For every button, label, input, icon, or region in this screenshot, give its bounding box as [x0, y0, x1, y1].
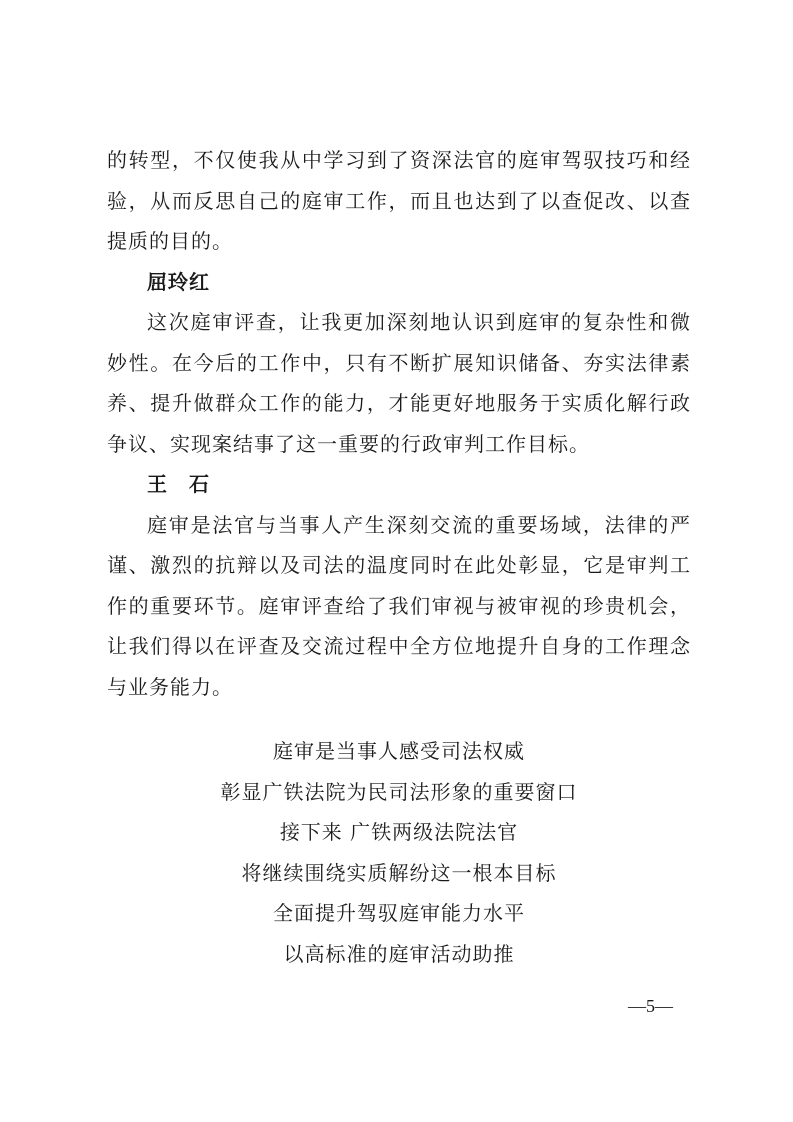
closing-line: 庭审是当事人感受司法权威: [273, 739, 525, 763]
closing-lines: [107, 731, 691, 974]
section-paragraph-2: 庭审是法官与当事人产生深刻交流的重要场域，法律的严谨、激烈的抗辩以及司法的温度同时在此处彰显，它是审判工作的重要环节。庭审评查给了我们审视与被审视的珍贵机会，让我们得以在评查及交流过程中全方位地提升自身的工作理念与业务能力。: [107, 512, 691, 699]
closing-line: 全面提升驾驭庭审能力水平: [273, 901, 525, 925]
closing-line: 以高标准的庭审活动助推: [283, 941, 515, 966]
closing-line: 彰显广铁法院为民司法形象的重要窗口: [220, 779, 578, 804]
intro-paragraph: 的转型，不仅使我从中学习到了资深法官的庭审驾驭技巧和经验，从而反思自己的庭审工作，而且也达到了以查促改、以查提质的目的。: [107, 148, 691, 253]
body-text: [107, 140, 691, 707]
section-paragraph-1: 这次庭审评查，让我更加深刻地认识到庭审的复杂性和微妙性。在今后的工作中，只有不断扩展知识储备、夯实法律素养、提升做群众工作的能力，才能更好地服务于实质化解行政争议、实现案结事了这一重要的行政审判工作目标。: [107, 310, 691, 456]
section-heading-1: 屈玲红: [147, 269, 210, 294]
closing-line: 将继续围绕实质解纷这一根本目标: [241, 860, 557, 885]
closing-line: 接下来 广铁两级法院法官: [279, 820, 519, 844]
page-number: —5—: [628, 996, 673, 1016]
section-heading-2: 王 石: [147, 472, 210, 496]
